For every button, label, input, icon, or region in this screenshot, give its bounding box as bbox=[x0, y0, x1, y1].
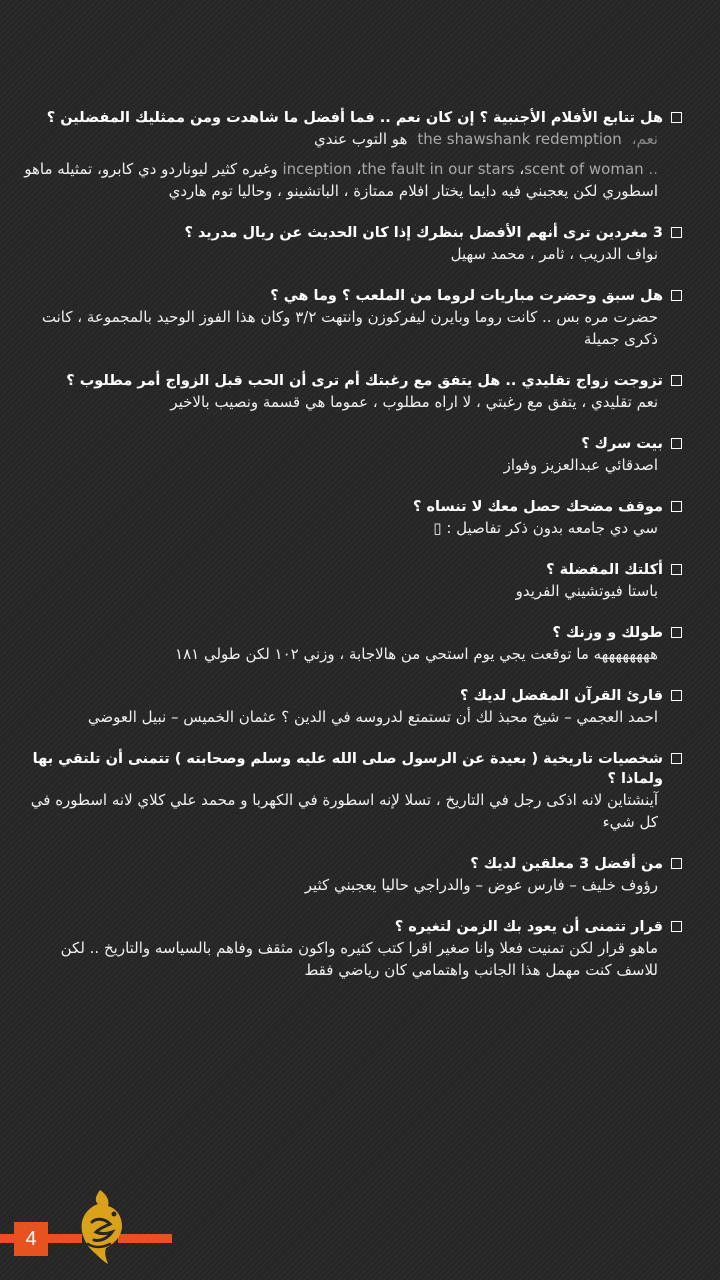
checkbox-bullet-icon bbox=[671, 564, 682, 575]
qa-item-12 bbox=[22, 917, 682, 981]
checkbox-bullet-icon bbox=[671, 438, 682, 449]
question-2: 3 مغردين ترى أنهم الأفضل بنظرك إذا كان الحديث عن ريال مدريد ؟ bbox=[22, 223, 682, 243]
answer-8: ههههههههه ما توقعت يجي يوم استحي من هالاجابة ، وزني ١٠٢ لكن طولي ١٨١ bbox=[175, 645, 658, 663]
question-1: هل تتابع الأفلام الأجنبية ؟ إن كان نعم .. فما أفضل ما شاهدت ومن ممثليك المفضلين ؟ bbox=[22, 108, 682, 128]
answer-ellipsis: .. bbox=[648, 160, 658, 178]
checkbox-bullet-icon bbox=[671, 290, 682, 301]
question-6: موقف مضحك حصل معك لا تنساه ؟ bbox=[22, 497, 682, 517]
question-5: بيت سرك ؟ bbox=[22, 434, 682, 454]
answer-12: ماهو قرار لكن تمنيت فعلا وانا صغير اقرا كتب كثيره واكون مثقف وفاهم بالسياسه والتاريخ .. لكن للاسف كنت مهمل هذا الجانب واهتمامي كان رياضي فقط bbox=[60, 939, 658, 979]
answer-11: رؤوف خليف – فارس عوض – والدراجي حاليا يعجبني كثير bbox=[304, 876, 658, 894]
film-title: inception bbox=[282, 160, 352, 178]
answer-rest: وغيره كثير ليوناردو دي كابرو، تمثيله ماهو اسطوري لكن يعجبني فيه دايما يختار افلام ممتازة ، الباتشينو ، وحاليا توم هاردي bbox=[24, 160, 658, 200]
checkbox-bullet-icon bbox=[671, 627, 682, 638]
answer-6: سي دي جامعه بدون ذكر تفاصيل : ▯ bbox=[433, 519, 658, 537]
answer-4: نعم تقليدي ، يتفق مع رغبتي ، لا اراه مطلوب ، عموما هي قسمة ونصيب بالاخير bbox=[170, 393, 658, 411]
film-title: the shawshank redemption bbox=[417, 130, 622, 148]
calligraphy-logo-icon bbox=[70, 1186, 132, 1266]
answer-yes: نعم، bbox=[631, 130, 658, 148]
question-9: قارئ القرآن المفضل لديك ؟ bbox=[22, 686, 682, 706]
checkbox-bullet-icon bbox=[671, 112, 682, 123]
qa-item-1 bbox=[22, 108, 682, 202]
film-title: the fault in our stars bbox=[361, 160, 515, 178]
qa-item-8 bbox=[22, 623, 682, 665]
checkbox-bullet-icon bbox=[671, 921, 682, 932]
film-title: scent of woman bbox=[524, 160, 644, 178]
qa-list bbox=[22, 108, 682, 1002]
checkbox-bullet-icon bbox=[671, 227, 682, 238]
answer-best: هو التوب عندي bbox=[314, 130, 408, 148]
answer-1: نعم، the shawshank redemption هو التوب عندي .. scent of woman، the fault in our stars، inception وغيره كثير ليوناردو دي كابرو، تمثيله ماهو اسطوري لكن يعجبني فيه دايما يختار افلام ممتازة ، الباتشينو ، وحاليا توم هاردي bbox=[24, 130, 658, 200]
qa-item-5 bbox=[22, 434, 682, 476]
qa-item-9 bbox=[22, 686, 682, 728]
question-3: هل سبق وحضرت مباريات لروما من الملعب ؟ وما هي ؟ bbox=[22, 286, 682, 306]
checkbox-bullet-icon bbox=[671, 858, 682, 869]
qa-item-7 bbox=[22, 560, 682, 602]
qa-item-2 bbox=[22, 223, 682, 265]
checkbox-bullet-icon bbox=[671, 753, 682, 764]
question-11: من أفضل 3 معلقين لديك ؟ bbox=[22, 854, 682, 874]
qa-item-4 bbox=[22, 371, 682, 413]
checkbox-bullet-icon bbox=[671, 501, 682, 512]
answer-5: اصدقائي عبدالعزيز وفواز bbox=[503, 456, 658, 474]
answer-7: باستا فيوتشيني الفريدو bbox=[515, 582, 658, 600]
question-10: شخصيات تاريخية ( بعيدة عن الرسول صلى الله عليه وسلم وصحابته ) تتمنى أن تلتقي بها ولماذا ؟ bbox=[22, 749, 682, 789]
qa-item-3 bbox=[22, 286, 682, 350]
answer-3: حضرت مره بس .. كانت روما وبايرن ليفركوزن وانتهت ٣/٢ وكان هذا الفوز الوحيد بالمجموعة ، كانت ذكرى جميلة bbox=[41, 308, 658, 348]
checkbox-bullet-icon bbox=[671, 375, 682, 386]
question-12: قرار تتمنى أن يعود بك الزمن لتغيره ؟ bbox=[22, 917, 682, 937]
qa-item-10 bbox=[22, 749, 682, 833]
question-4: تزوجت زواج تقليدي .. هل يتفق مع رغبتك أم ترى أن الحب قبل الزواج أمر مطلوب ؟ bbox=[22, 371, 682, 391]
answer-9: احمد العجمي – شيخ محبذ لك أن تستمتع لدروسه في الدين ؟ عثمان الخميس – نبيل العوضي bbox=[87, 708, 658, 726]
page-number: 4 bbox=[14, 1222, 48, 1256]
answer-2: نواف الدريب ، ثامر ، محمد سهيل bbox=[450, 245, 658, 263]
qa-item-6 bbox=[22, 497, 682, 539]
answer-10: آينشتاين لانه اذكى رجل في التاريخ ، تسلا لإنه اسطورة في الكهربا و محمد علي كلاي لانه اسطوره في كل شيء bbox=[30, 791, 658, 831]
question-8: طولك و وزنك ؟ bbox=[22, 623, 682, 643]
checkbox-bullet-icon bbox=[671, 690, 682, 701]
question-7: أكلتك المفضلة ؟ bbox=[22, 560, 682, 580]
qa-item-11 bbox=[22, 854, 682, 896]
